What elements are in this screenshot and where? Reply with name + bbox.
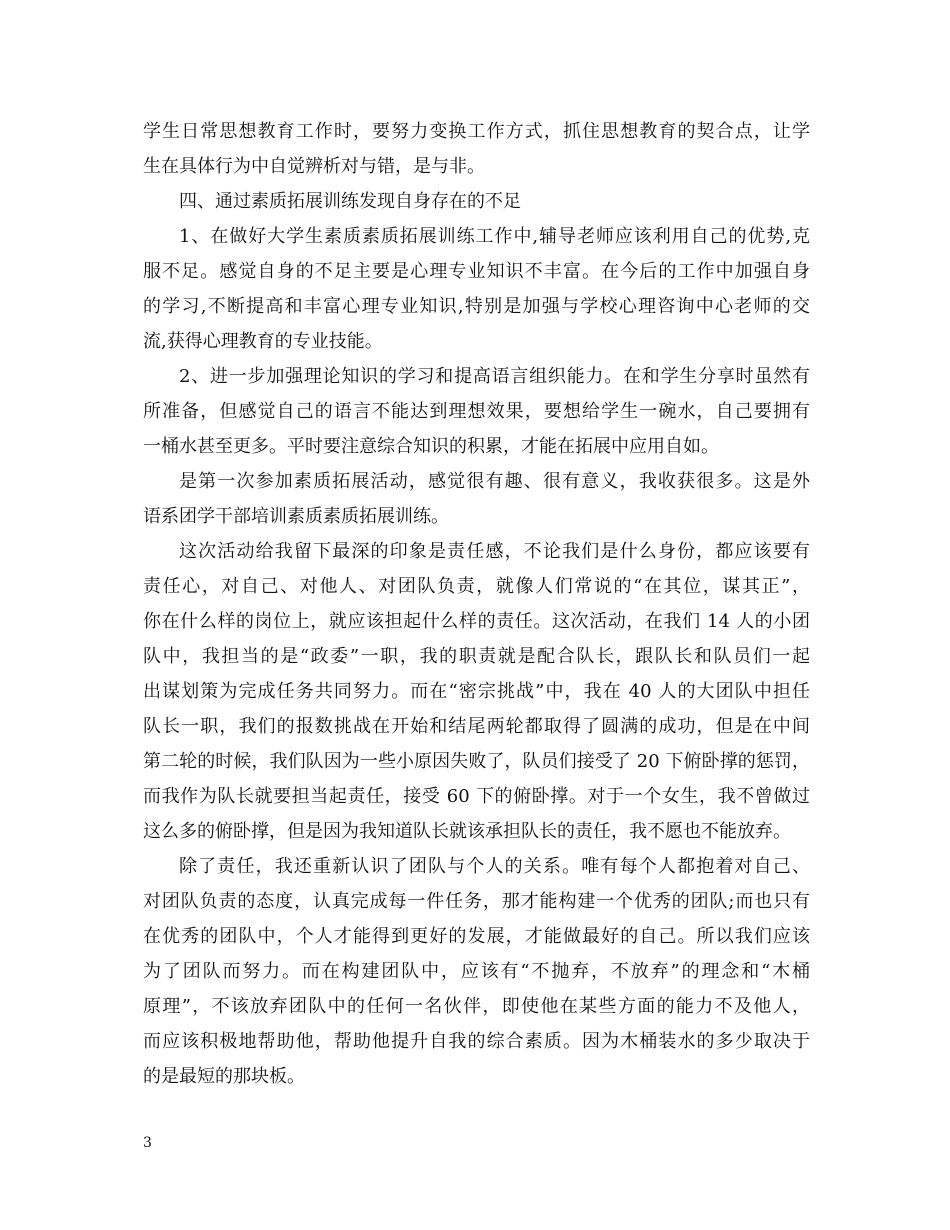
text-line: 队长一职，我们的报数挑战在开始和结尾两轮都取得了圆满的成功，但是在中间: [143, 716, 810, 737]
text-line: 除了责任，我还重新认识了团队与个人的关系。唯有每个人都抱着对自己、: [179, 856, 810, 877]
text-line: 流,获得心理教育的专业技能。: [143, 331, 383, 352]
section-heading: 四、通过素质拓展训练发现自身存在的不足: [179, 191, 521, 212]
text-line: 2、进一步加强理论知识的学习和提高语言组织能力。在和学生分享时虽然有: [179, 366, 810, 387]
text-line: 服不足。感觉自身的不足主要是心理专业知识不丰富。在今后的工作中加强自身: [143, 261, 810, 282]
text-line: 原理”，不该放弃团队中的任何一名伙伴，即使他在某些方面的能力不及他人，: [143, 996, 810, 1017]
text-line: 出谋划策为完成任务共同努力。而在“密宗挑战”中，我在 40 人的大团队中担任: [143, 681, 810, 702]
text-line: 为了团队而努力。而在构建团队中，应该有“不抛弃，不放弃”的理念和“木桶: [143, 961, 810, 982]
text-line: 而应该积极地帮助他，帮助他提升自我的综合素质。因为木桶装水的多少取决于: [143, 1031, 810, 1052]
text-line: 语系团学干部培训素质素质拓展训练。: [143, 506, 449, 527]
text-line: 1、在做好大学生素质素质拓展训练工作中,辅导老师应该利用自己的优势,克: [179, 226, 810, 247]
text-line: 是第一次参加素质拓展活动，感觉很有趣、很有意义，我收获很多。这是外: [179, 471, 810, 492]
text-line: 学生日常思想教育工作时，要努力变换工作方式，抓住思想教育的契合点，让学: [143, 121, 810, 142]
text-line: 生在具体行为中自觉辨析对与错，是与非。: [143, 156, 485, 177]
text-line: 第二轮的时候，我们队因为一些小原因失败了，队员们接受了 20 下俯卧撑的惩罚，: [143, 751, 810, 772]
text-line: 队中，我担当的是“政委”一职，我的职责就是配合队长，跟队长和队员们一起: [143, 646, 810, 667]
text-line: 在优秀的团队中，个人才能得到更好的发展，才能做最好的自己。所以我们应该: [143, 926, 810, 947]
text-line: 这次活动给我留下最深的印象是责任感，不论我们是什么身份，都应该要有: [179, 541, 810, 562]
text-line: 这么多的俯卧撑，但是因为我知道队长就该承担队长的责任，我不愿也不能放弃。: [143, 821, 791, 842]
page-number: 3: [143, 1135, 152, 1151]
body-text: [143, 114, 810, 1094]
text-line: 一桶水甚至更多。平时要注意综合知识的积累，才能在拓展中应用自如。: [143, 436, 719, 457]
text-line: 你在什么样的岗位上，就应该担起什么样的责任。这次活动，在我们 14 人的小团: [143, 611, 810, 632]
text-line: 的学习,不断提高和丰富心理专业知识,特别是加强与学校心理咨询中心老师的交: [143, 296, 810, 317]
text-line: 所准备，但感觉自己的语言不能达到理想效果，要想给学生一碗水，自己要拥有: [143, 401, 810, 422]
text-line: 责任心，对自己、对他人、对团队负责，就像人们常说的“在其位，谋其正”，: [143, 576, 810, 597]
text-line: 对团队负责的态度，认真完成每一件任务，那才能构建一个优秀的团队;而也只有: [143, 891, 810, 912]
text-line: 的是最短的那块板。: [143, 1066, 305, 1087]
text-line: 而我作为队长就要担当起责任，接受 60 下的俯卧撑。对于一个女生，我不曾做过: [143, 786, 810, 807]
